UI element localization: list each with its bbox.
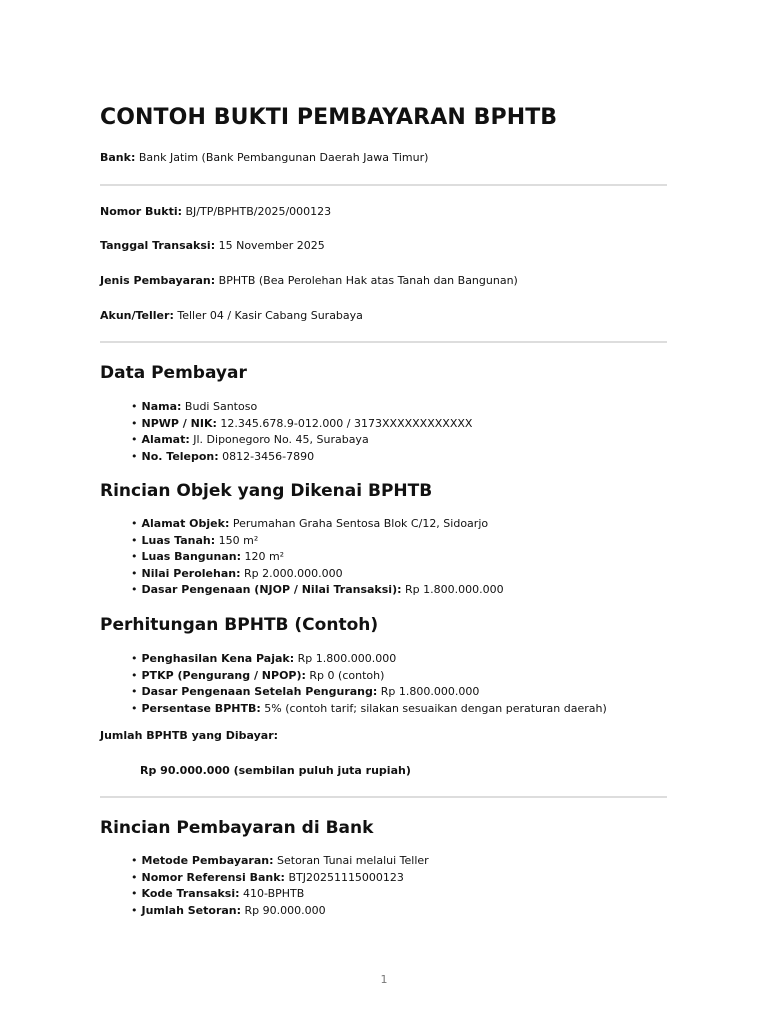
acquisition-value-label: Nilai Perolehan: <box>141 566 241 580</box>
acquisition-value-value: Rp 2.000.000.000 <box>244 566 343 580</box>
bank-value: Bank Jatim (Bank Pembangunan Daerah Jawa Timur) <box>138 151 429 164</box>
payment-type-label: Jenis Pembayaran: <box>100 274 216 287</box>
list-item <box>131 853 429 870</box>
list-item <box>131 701 607 718</box>
list-item <box>131 533 504 550</box>
building-area-label: Luas Bangunan: <box>141 550 241 563</box>
deposit-amount-label: Jumlah Setoran: <box>141 903 242 917</box>
transaction-date-label: Tanggal Transaksi: <box>100 239 216 252</box>
payment-type-field <box>100 274 518 288</box>
payer-name-value: Budi Santoso <box>184 400 258 413</box>
object-section-heading: Rincian Objek yang Dikenai BPHTB <box>100 481 433 501</box>
total-bphtb-label: Jumlah BPHTB yang Dibayar: <box>100 729 279 742</box>
bank-reference-label: Nomor Referensi Bank: <box>141 870 285 884</box>
teller-account-value: Teller 04 / Kasir Cabang Surabaya <box>177 309 363 322</box>
divider <box>100 184 667 186</box>
transaction-code-value: 410-BPHTB <box>243 887 305 900</box>
proof-number-label: Nomor Bukti: <box>100 205 182 218</box>
payment-method-label: Metode Pembayaran: <box>141 854 274 867</box>
list-item <box>131 903 429 920</box>
teller-account-label: Akun/Teller: <box>100 309 174 322</box>
payer-npwp-label: NPWP / NIK: <box>141 416 217 430</box>
proof-number-field <box>100 205 331 219</box>
land-area-value: 150 m² <box>218 533 259 547</box>
payer-address-value: Jl. Diponegoro No. 45, Surabaya <box>193 433 369 446</box>
list-item <box>131 449 472 466</box>
list-item <box>131 684 607 701</box>
building-area-value: 120 m² <box>244 550 285 563</box>
transaction-code-label: Kode Transaksi: <box>141 887 240 900</box>
ptkp-value: Rp 0 (contoh) <box>309 668 385 682</box>
list-item <box>131 870 429 887</box>
page-number: 1 <box>380 973 388 986</box>
calculation-list <box>131 651 607 717</box>
list-item <box>131 582 504 599</box>
payment-type-value: BPHTB (Bea Perolehan Hak atas Tanah dan Bangunan) <box>218 274 518 287</box>
payer-npwp-value: 12.345.678.9-012.000 / 3173XXXXXXXXXXXX <box>220 416 473 430</box>
list-item <box>131 432 472 449</box>
bank-field <box>100 151 428 165</box>
divider <box>100 341 667 343</box>
payer-section-heading: Data Pembayar <box>100 363 247 383</box>
payer-name-label: Nama: <box>141 400 182 413</box>
divider <box>100 796 667 798</box>
list-item <box>131 399 472 416</box>
payment-list <box>131 853 429 919</box>
teller-account-field <box>100 309 363 323</box>
proof-number-value: BJ/TP/BPHTB/2025/000123 <box>185 205 332 218</box>
transaction-date-value: 15 November 2025 <box>218 239 325 252</box>
list-item <box>131 549 504 566</box>
object-list <box>131 516 504 599</box>
adjusted-tax-base-value: Rp 1.800.000.000 <box>380 685 480 698</box>
list-item <box>131 516 504 533</box>
list-item <box>131 416 472 433</box>
adjusted-tax-base-label: Dasar Pengenaan Setelah Pengurang: <box>141 685 378 698</box>
tax-base-label: Dasar Pengenaan (NJOP / Nilai Transaksi): <box>141 583 402 596</box>
payer-phone-label: No. Telepon: <box>141 449 219 463</box>
object-address-label: Alamat Objek: <box>141 517 230 530</box>
land-area-label: Luas Tanah: <box>141 533 216 547</box>
transaction-date-field <box>100 239 325 253</box>
taxable-income-value: Rp 1.800.000.000 <box>297 652 397 665</box>
document-title: CONTOH BUKTI PEMBAYARAN BPHTB <box>100 105 558 130</box>
bphtb-rate-label: Persentase BPHTB: <box>141 701 261 715</box>
list-item <box>131 668 607 685</box>
payer-list <box>131 399 472 465</box>
object-address-value: Perumahan Graha Sentosa Blok C/12, Sidoarjo <box>232 517 489 530</box>
list-item <box>131 566 504 583</box>
deposit-amount-value: Rp 90.000.000 <box>244 903 326 917</box>
payment-section-heading: Rincian Pembayaran di Bank <box>100 818 374 838</box>
bphtb-rate-value: 5% (contoh tarif; silakan sesuaikan dengan peraturan daerah) <box>264 701 607 715</box>
list-item <box>131 886 429 903</box>
calculation-section-heading: Perhitungan BPHTB (Contoh) <box>100 615 379 635</box>
payer-phone-value: 0812-3456-7890 <box>222 449 315 463</box>
taxable-income-label: Penghasilan Kena Pajak: <box>141 652 295 665</box>
total-bphtb-value: Rp 90.000.000 (sembilan puluh juta rupiah) <box>140 764 411 777</box>
ptkp-label: PTKP (Pengurang / NPOP): <box>141 668 306 682</box>
tax-base-value: Rp 1.800.000.000 <box>405 583 504 596</box>
payment-method-value: Setoran Tunai melalui Teller <box>277 854 429 867</box>
bank-reference-value: BTJ20251115000123 <box>288 870 404 884</box>
list-item <box>131 651 607 668</box>
payer-address-label: Alamat: <box>141 433 190 446</box>
bank-label: Bank: <box>100 151 136 164</box>
